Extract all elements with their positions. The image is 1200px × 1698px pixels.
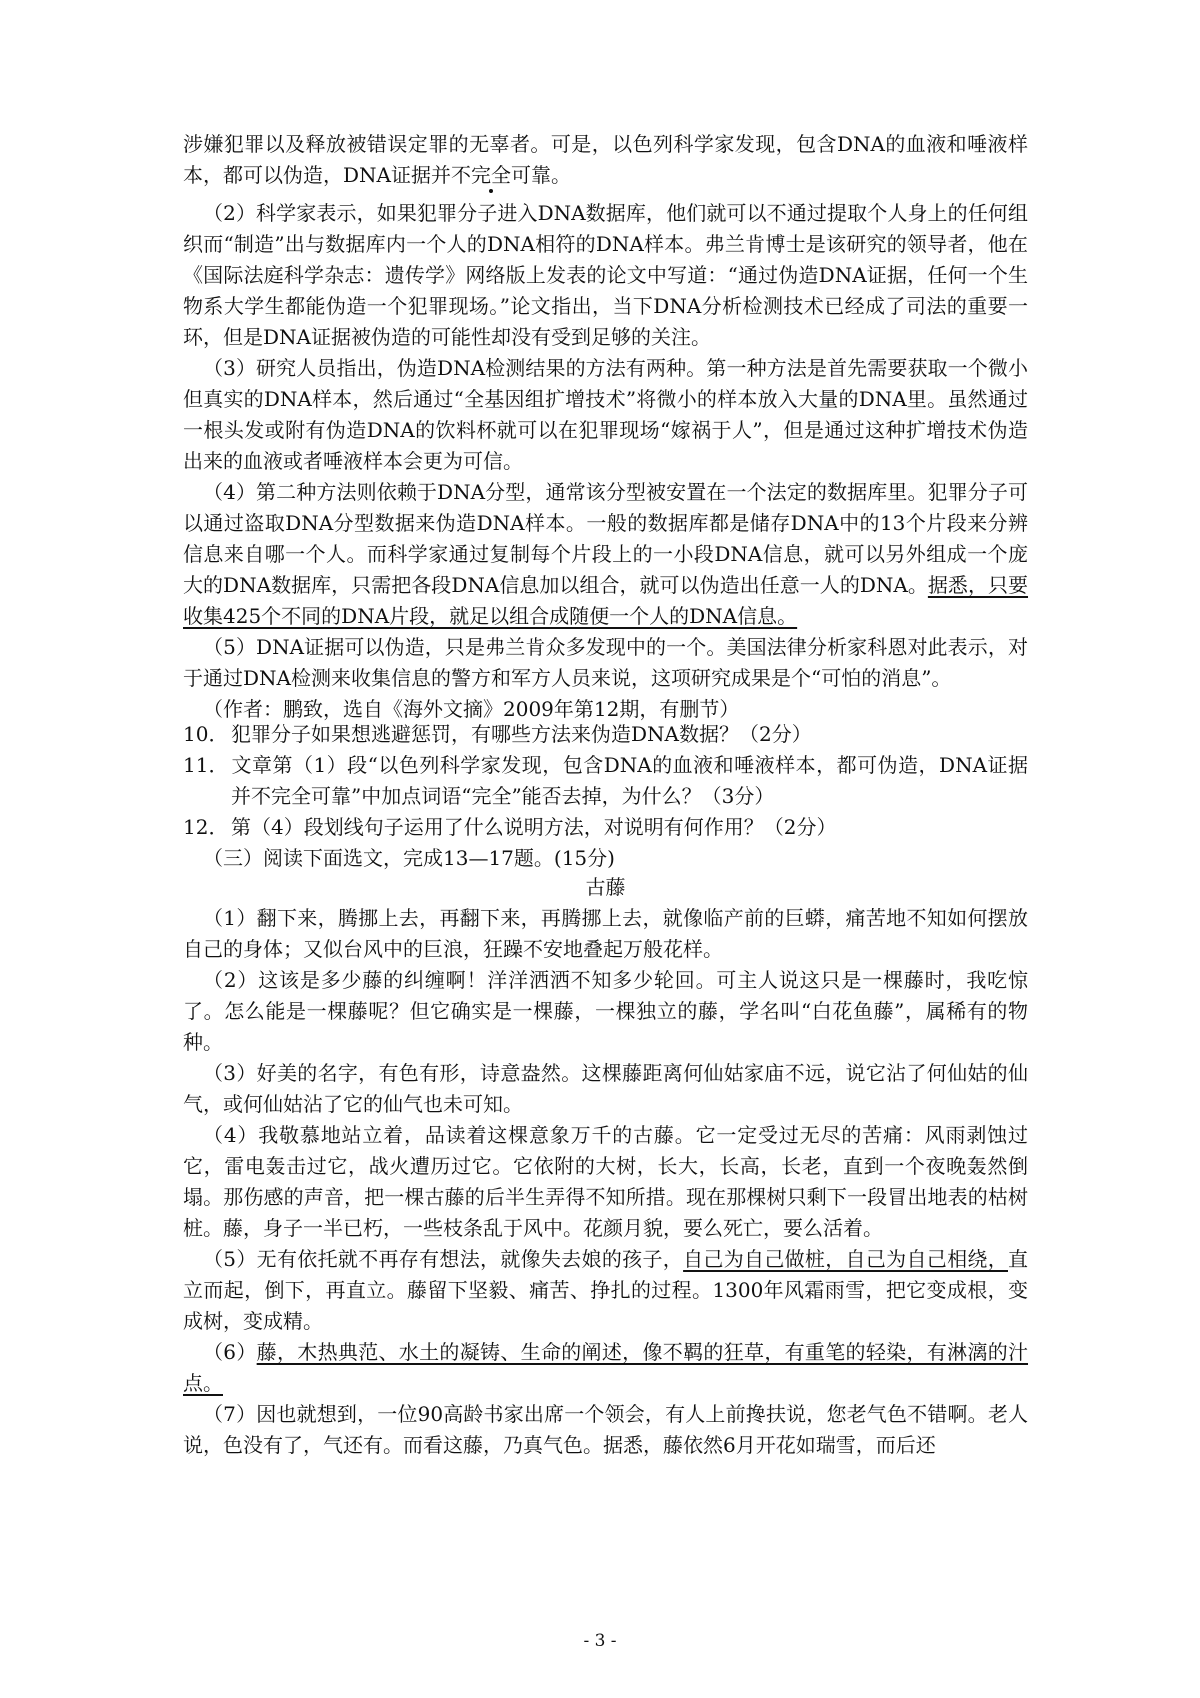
question-12: 12． 第（4）段划线句子运用了什么说明方法，对说明有何作用？（2分） (183, 815, 837, 839)
vine-paragraph-5: （5）无有依托就不再存有想法，就像失去娘的孩子，自己为自己做桩，自己为自己相绕，直立而起，倒下，再直立。藤留下坚毅、痛苦、挣扎的过程。1300年风霜雨雪，把它变成根，变成树，变成精。 (183, 1247, 1028, 1333)
question-11: 11． 文章第（1）段“以色列科学家发现，包含DNA的血液和唾液样本，都可伪造，DNA证据并不完全可靠”中加点词语“完全”能否去掉，为什么？（3分） (183, 753, 1028, 808)
page-number: - 3 - (583, 1631, 617, 1651)
article-title: 古藤 (585, 875, 626, 899)
underlined-phrase: 自己为自己做桩，自己为自己相绕， (683, 1247, 1008, 1271)
paragraph-3: （3）研究人员指出，伪造DNA检测结果的方法有两种。第一种方法是首先需要获取一个微小但真实的DNA样本，然后通过“全基因组扩增技术”将微小的样本放入大量的DNA里。虽然通过一根头发或附有伪造DNA的饮料杯就可以在犯罪现场“嫁祸于人”，但是通过这种扩增技术伪造出来的血液或者唾液样本会更为可信。 (183, 356, 1028, 473)
paragraph-1-continued: 涉嫌犯罪以及释放被错误定罪的无辜者。可是，以色列科学家发现，包含DNA的血液和唾液样本，都可以伪造，DNA证据并不完全可靠。 (183, 132, 1028, 187)
section-3-header: （三）阅读下面选文，完成13—17题。(15分) (203, 846, 615, 870)
paragraph-4: （4）第二种方法则依赖于DNA分型，通常该分型被安置在一个法定的数据库里。犯罪分子可以通过盗取DNA分型数据来伪造DNA样本。一般的数据库都是储存DNA中的13个片段来分辨信息来自哪一个人。而科学家通过复制每个片段上的一小段DNA信息，就可以另外组成一个庞大的DNA数据库，只需把各段DNA信息加以组合，就可以伪造出任意一人的DNA。据悉，只要收集425个不同的DNA片段，就足以组合成随便一个人的DNA信息。 (183, 480, 1029, 628)
vine-paragraph-3: （3）好美的名字，有色有形，诗意盎然。这棵藤距离何仙姑家庙不远，说它沾了何仙姑的仙气，或何仙姑沾了它的仙气也未可知。 (183, 1061, 1028, 1116)
underlined-sentence-6: 藤，木热典范、水土的凝铸、生命的阐述，像不羁的狂草，有重笔的轻染，有淋漓的汁点。 (183, 1340, 1029, 1395)
vine-paragraph-1: （1）翻下来，腾挪上去，再翻下来，再腾挪上去，就像临产前的巨蟒，痛苦地不知如何摆放自己的身体；又似台风中的巨浪，狂躁不安地叠起万般花样。 (183, 906, 1028, 961)
article-ancient-vine (183, 872, 1028, 1461)
vine-paragraph-6: （6）藤，木热典范、水土的凝铸、生命的阐述，像不羁的狂草，有重笔的轻染，有淋漓的汁点。 (183, 1340, 1029, 1395)
paragraph-5: （5）DNA证据可以伪造，只是弗兰肯众多发现中的一个。美国法律分析家科恩对此表示，对于通过DNA检测来收集信息的警方和军方人员来说，这项研究成果是个“可怕的消息”。 (183, 635, 1028, 690)
vine-paragraph-7: （7）因也就想到，一位90高龄书家出席一个领会，有人上前搀扶说，您老气色不错啊。老人说，色没有了，气还有。而看这藤，乃真气色。据悉，藤依然6月开花如瑞雪，而后还 (183, 1402, 1028, 1457)
questions-list (183, 719, 1028, 874)
question-10: 10． 犯罪分子如果想逃避惩罚，有哪些方法来伪造DNA数据？（2分） (183, 722, 812, 746)
article-source: （作者：鹏致，选自《海外文摘》2009年第12期，有删节） (203, 697, 740, 721)
article-dna-section (183, 129, 1028, 725)
paragraph-2: （2）科学家表示，如果犯罪分子进入DNA数据库，他们就可以不通过提取个人身上的任何组织而“制造”出与数据库内一个人的DNA相符的DNA样本。弗兰肯博士是该研究的领导者，他在《国际法庭科学杂志：遗传学》网络版上发表的论文中写道：“通过伪造DNA证据，任何一个生物系大学生都能伪造一个犯罪现场。”论文指出，当下DNA分析检测技术已经成了司法的重要一环，但是DNA证据被伪造的可能性却没有受到足够的关注。 (183, 201, 1028, 349)
emphasis-dotted-word: 完全 (470, 163, 511, 187)
vine-paragraph-4: （4）我敬慕地站立着，品读着这棵意象万千的古藤。它一定受过无尽的苦痛：风雨剥蚀过它，雷电轰击过它，战火遭历过它。它依附的大树，长大，长高，长老，直到一个夜晚轰然倒塌。那伤感的声音，把一棵古藤的后半生弄得不知所措。现在那棵树只剩下一段冒出地表的枯树桩。藤，身子一半已朽，一些枝条乱于风中。花颜月貌，要么死亡，要么活着。 (183, 1123, 1028, 1240)
vine-paragraph-2: （2）这该是多少藤的纠缠啊！洋洋洒洒不知多少轮回。可主人说这只是一棵藤时，我吃惊了。怎么能是一棵藤呢？但它确实是一棵藤，一棵独立的藤，学名叫“白花鱼藤”，属稀有的物种。 (183, 968, 1028, 1054)
underlined-sentence: 据悉，只要收集425个不同的DNA片段，就足以组合成随便一个人的DNA信息。 (183, 573, 1029, 628)
